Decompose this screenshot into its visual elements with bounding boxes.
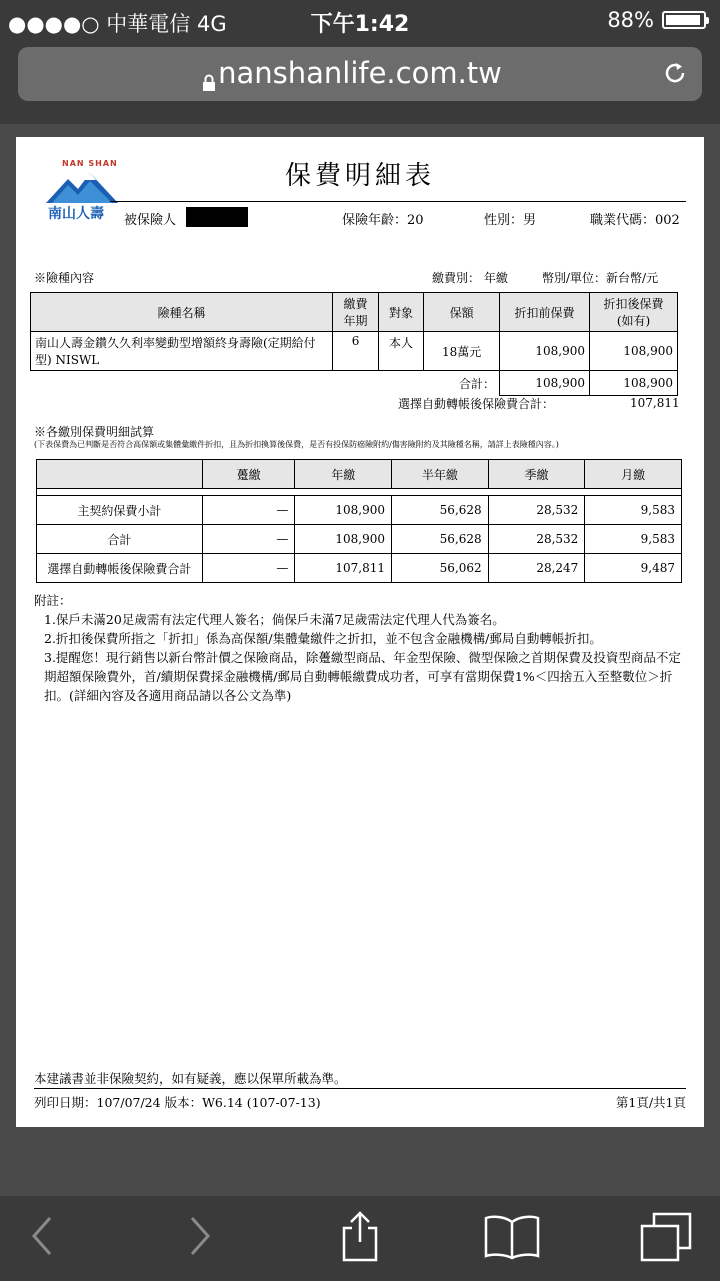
clock: 下午1:42: [310, 12, 410, 37]
col-semiannual: 半年繳: [392, 460, 489, 489]
col-plan-name: 險種名稱: [31, 293, 333, 332]
col-quarterly: 季繳: [488, 460, 585, 489]
carrier-label: ●●●●○ 中華電信 4G: [8, 12, 227, 36]
document-title: 保費明細表: [284, 161, 435, 191]
col-single: 躉繳: [202, 460, 295, 489]
notes-title: 附註：: [34, 593, 72, 608]
url-text: nanshanlife.com.tw: [218, 56, 502, 90]
section-breakdown-title: ※各繳別保費明細試算: [34, 425, 155, 439]
browser-bottom-toolbar: [0, 1196, 720, 1281]
col-pay-years: 繳費 年期: [333, 293, 378, 332]
redacted-name: [186, 207, 248, 227]
table-total-row: 合計： 108,900 108,900: [31, 371, 678, 396]
plan-table: [30, 292, 678, 396]
disclaimer: 本建議書並非保險契約，如有疑義，應以保單所載為準。: [34, 1071, 347, 1086]
back-icon[interactable]: [28, 1214, 56, 1262]
job-code: 職業代碼：002: [590, 213, 680, 228]
insured-gender: 性別：男: [484, 213, 537, 228]
section-plan-title: ※險種內容: [34, 271, 95, 285]
payment-type: 繳費別： 年繳: [432, 271, 508, 285]
col-target: 對象: [378, 293, 423, 332]
battery-percent: 88%: [607, 8, 654, 32]
note-item: 3.提醒您！現行銷售以新台幣計價之保險商品，除躉繳型商品、年金型保險、微型保險之首期保費及投資型商品不定期超額保險費外，首/續期保費採金融機構/郵局自動轉帳繳費成功者，可享有當期保費1%＜四捨五入至整數位＞折扣。(詳細內容及各適用商品請以各公文為準): [44, 650, 681, 703]
currency-unit: 幣別/單位：新台幣/元: [542, 271, 659, 285]
document-page: [16, 137, 704, 1127]
table-row: 選擇自動轉帳後保險費合計 — 107,811 56,062 28,247 9,487: [37, 554, 682, 583]
auto-transfer-label: 選擇自動轉帳後保險費合計：: [398, 397, 555, 411]
note-item: 2.折扣後保費所指之「折扣」係為高保額/集體彙繳件之折扣，並不包含金融機構/郵局自動轉帳折扣。: [44, 631, 602, 646]
col-annual: 年繳: [295, 460, 392, 489]
table-row: 南山人壽金鑽久久利率變動型增額終身壽險(定期給付型) NISWL 6 本人 18萬元 108,900 108,900: [31, 332, 678, 371]
browser-toolbar: [0, 40, 720, 124]
battery-icon: [662, 11, 706, 29]
note-item: 1.保戶未滿20足歲需有法定代理人簽名；倘保戶未滿7足歲需法定代理人代為簽名。: [44, 612, 505, 627]
title-rule: [110, 201, 686, 202]
insured-label: 被保險人: [124, 213, 177, 228]
table-row: 合計 — 108,900 56,628 28,532 9,583: [37, 525, 682, 554]
bookmarks-icon[interactable]: [484, 1214, 540, 1264]
nanshan-logo: NAN SHAN 南山人壽: [48, 159, 118, 222]
section-breakdown-note: (下表保費為已判斷是否符合高保額或集體彙繳件折扣，且為折扣換算後保費，是否有投保防癌險附約/傷害險附約及其險種名稱，請詳上表險種內容。): [34, 440, 559, 449]
col-pre-discount: 折扣前保費: [500, 293, 590, 332]
insured-age: 保險年齡：20: [342, 213, 424, 228]
auto-transfer-total: 107,811: [630, 396, 680, 410]
table-row: 主契約保費小計 — 108,900 56,628 28,532 9,583: [37, 496, 682, 525]
col-post-discount: 折扣後保費 (如有): [590, 293, 678, 332]
page-number: 第1頁/共1頁: [615, 1095, 686, 1110]
battery-status: [607, 8, 706, 32]
footer-rule: [34, 1088, 686, 1089]
col-sum-insured: 保額: [424, 293, 500, 332]
address-bar[interactable]: [18, 47, 702, 101]
status-bar: [0, 0, 720, 40]
breakdown-table: [36, 459, 682, 583]
print-info: 列印日期：107/07/24 版本：W6.14 (107-07-13): [34, 1095, 321, 1110]
col-monthly: 月繳: [585, 460, 682, 489]
tabs-icon[interactable]: [640, 1212, 692, 1266]
share-icon[interactable]: [338, 1210, 382, 1266]
forward-icon[interactable]: [186, 1214, 214, 1262]
notes-section: [34, 591, 684, 705]
reload-icon[interactable]: [662, 59, 688, 94]
